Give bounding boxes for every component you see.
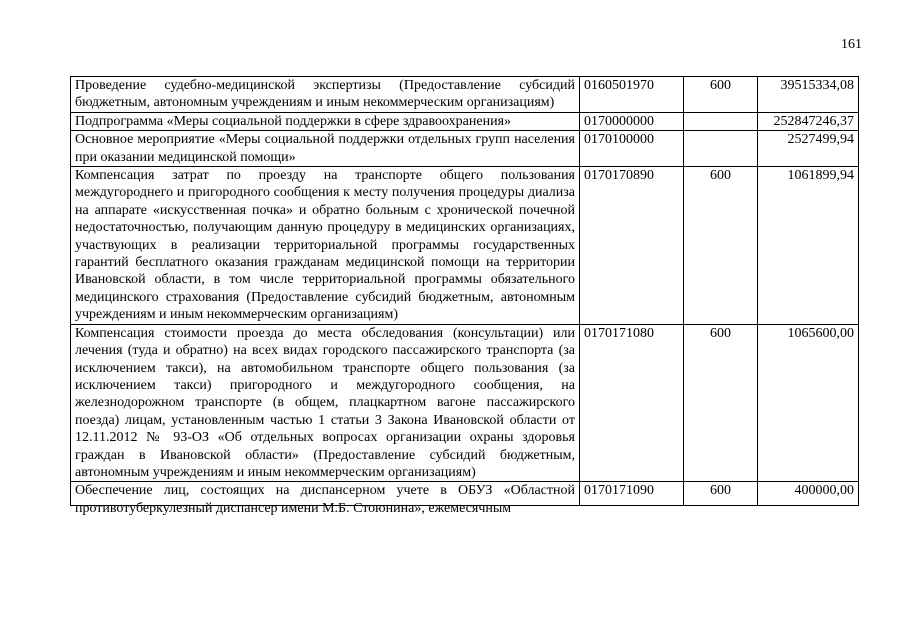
row-expense-type: 600 <box>684 167 758 325</box>
row-expense-type: 600 <box>684 482 758 506</box>
row-code: 0170171080 <box>580 324 684 482</box>
row-description: Компенсация затрат по проезду на транспорте общего пользования междугороднего и пригородного сообщения к месту получения процедуры диализа на аппарате «искусственная почка» и обратно больным с хронической почечной недостаточностью, получающим данную процедуру в медицинских организациях, участвующих в реализации территориальной программы государственных гарантий бесплатного оказания гражданам медицинской помощи на территории Ивановской области, в том числе территориальной программы обязательного медицинского страхования (Предоставление субсидий бюджетным, автономным учреждениям и иным некоммерческим организациям) <box>71 167 580 325</box>
row-description: Подпрограмма «Меры социальной поддержки в сфере здравоохранения» <box>71 112 580 130</box>
table-row <box>71 482 859 506</box>
row-description: Обеспечение лиц, состоящих на диспансерном учете в ОБУЗ «Областной противотуберкулезный диспансер имени М.Б. Стоюнина», ежемесячным <box>75 483 575 516</box>
row-amount: 39515334,08 <box>758 77 859 113</box>
table-row <box>71 112 859 130</box>
row-amount: 2527499,94 <box>758 131 859 167</box>
row-expense-type: 600 <box>684 77 758 113</box>
row-code: 0170170890 <box>580 167 684 325</box>
row-description: Основное мероприятие «Меры социальной поддержки отдельных групп населения при оказании медицинской помощи» <box>71 131 580 167</box>
row-expense-type <box>684 131 758 167</box>
table-row <box>71 324 859 482</box>
page-number: 161 <box>841 37 862 52</box>
row-amount: 252847246,37 <box>758 112 859 130</box>
row-amount: 1065600,00 <box>758 324 859 482</box>
row-description-cell <box>71 482 580 516</box>
row-amount: 1061899,94 <box>758 167 859 325</box>
row-code: 0160501970 <box>580 77 684 113</box>
row-code: 0170100000 <box>580 131 684 167</box>
row-expense-type: 600 <box>684 324 758 482</box>
table-row <box>71 131 859 167</box>
row-description: Проведение судебно-медицинской экспертизы (Предоставление субсидий бюджетным, автономным учреждениям и иным некоммерческим организациям) <box>71 77 580 113</box>
budget-table <box>70 76 859 516</box>
table-row <box>71 77 859 113</box>
row-code: 0170000000 <box>580 112 684 130</box>
row-expense-type <box>684 112 758 130</box>
row-description: Компенсация стоимости проезда до места обследования (консультации) или лечения (туда и обратно) на всех видах городского пассажирского транспорта (за исключением такси), на автомобильном транспорте общего пользования (за исключением такси) пригородного и междугородного сообщения, на железнодорожном транспорте (в общем, плацкартном вагоне пассажирского поезда) лицам, установленным частью 1 статьи 3 Закона Ивановской области от 12.11.2012 № 93-ОЗ «Об отдельных вопросах организации охраны здоровья граждан в Ивановской области» (Предоставление субсидий бюджетным, автономным учреждениям и иным некоммерческим организациям) <box>71 324 580 482</box>
row-amount: 400000,00 <box>758 482 859 506</box>
row-code: 0170171090 <box>580 482 684 506</box>
table-row <box>71 167 859 325</box>
